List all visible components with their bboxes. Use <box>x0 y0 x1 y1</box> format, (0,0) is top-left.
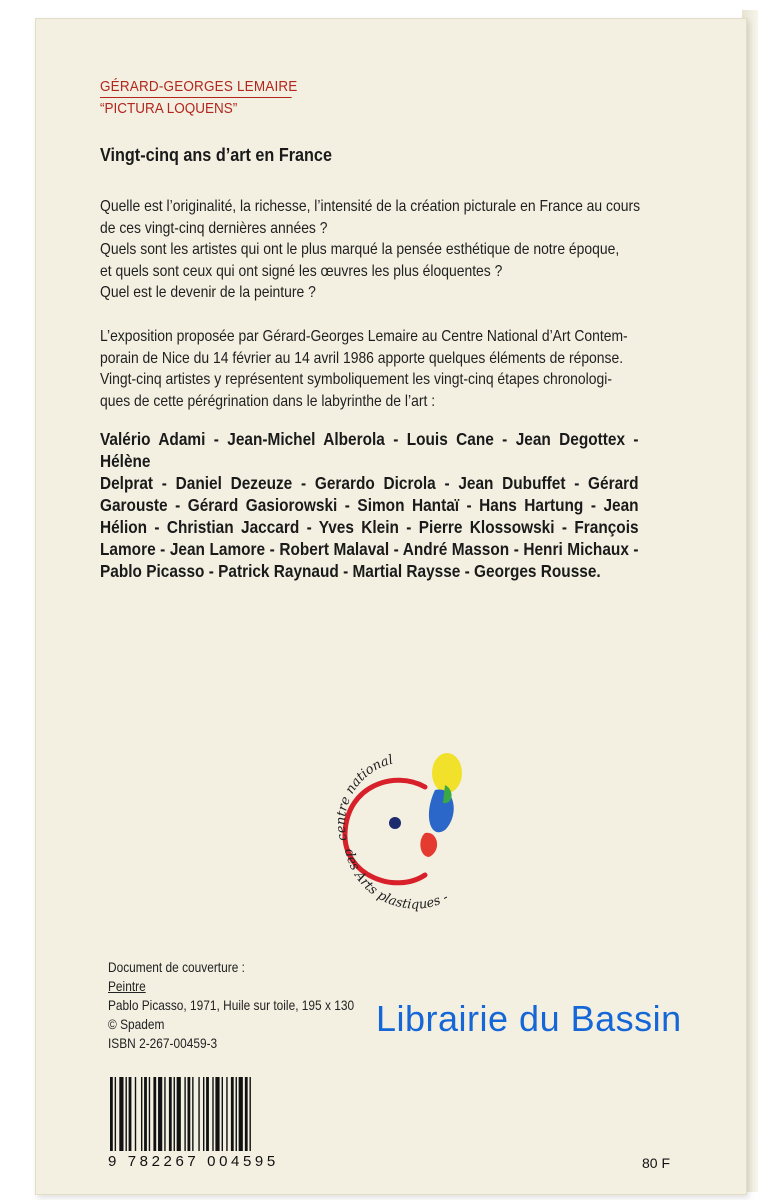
artists-line: Lamore - Jean Lamore - Robert Malaval - André Masson - Henri Michaux - <box>100 539 639 559</box>
artists-line: Valério Adami - Jean-Michel Alberola - Louis Cane - Jean Degottex - Hélène <box>100 429 639 471</box>
seller-watermark: Librairie du Bassin <box>376 998 682 1039</box>
barcode-bar <box>250 1077 251 1151</box>
barcode-bar <box>158 1077 162 1151</box>
logo-text-bottom: des Arts plastiques - <box>340 847 451 913</box>
barcode-bar <box>198 1077 199 1151</box>
book-title: Vingt-cinq ans d’art en France <box>100 145 332 165</box>
text-line: Vingt-cinq artistes y représentent symboliquement les vingt-cinq étapes chronologi- <box>100 371 612 388</box>
barcode-bar <box>184 1077 185 1151</box>
center-dot <box>389 817 401 829</box>
barcode-bar <box>215 1077 219 1151</box>
text-line: Quel est le devenir de la peinture ? <box>100 284 316 301</box>
credit-line: © Spadem <box>108 1016 165 1032</box>
barcode-bar <box>206 1077 209 1151</box>
logo-text-top: centre national <box>333 752 395 843</box>
cover-credits <box>108 958 354 1053</box>
price: 80 F <box>642 1155 671 1171</box>
barcode-bar <box>192 1077 193 1151</box>
barcode-bar <box>188 1077 191 1151</box>
intro-paragraph <box>100 196 674 304</box>
artists-line: Pablo Picasso - Patrick Raynaud - Martial Raysse - Georges Rousse. <box>100 561 601 581</box>
barcode-bar <box>135 1077 136 1151</box>
barcode-bar <box>119 1077 123 1151</box>
credit-line: Document de couverture : <box>108 959 245 975</box>
barcode-bar <box>245 1077 248 1151</box>
barcode-bar <box>144 1077 147 1151</box>
barcode-bar <box>226 1077 227 1151</box>
barcode-bar <box>177 1077 181 1151</box>
artists-line: Delprat - Daniel Dezeuze - Gerardo Dicrola - Jean Dubuffet - Gérard <box>100 473 639 493</box>
barcode <box>108 1077 308 1157</box>
text-line: Quelle est l’originalité, la richesse, l’intensité de la création picturale en France au cours <box>100 198 641 215</box>
barcode-bar <box>239 1077 243 1151</box>
series-name: “PICTURA LOQUENS” <box>100 100 238 117</box>
cnap-logo <box>325 745 495 915</box>
red-splash <box>420 833 437 857</box>
barcode-bar <box>149 1077 150 1151</box>
artists-line: Garouste - Gérard Gasiorowski - Simon Hantaï - Hans Hartung - Jean <box>100 495 639 515</box>
artists-line: Hélion - Christian Jaccard - Yves Klein - Pierre Klossowski - François <box>100 517 639 537</box>
text-line: ques de cette pérégrination dans le labyrinthe de l’art : <box>100 392 436 410</box>
text-line: porain de Nice du 14 février au 14 avril 1986 apporte quelques éléments de réponse. <box>100 349 624 367</box>
text-line: L’exposition proposée par Gérard-Georges Lemaire au Centre National d’Art Contem- <box>100 328 628 345</box>
barcode-bar <box>203 1077 204 1151</box>
credit-line: Peintre <box>108 978 146 994</box>
barcode-bar <box>141 1077 142 1151</box>
barcode-bar <box>164 1077 165 1151</box>
barcode-bar <box>110 1077 113 1151</box>
barcode-bar <box>115 1077 116 1151</box>
text-line: de ces vingt-cinq dernières années ? <box>100 219 328 237</box>
barcode-bar <box>169 1077 172 1151</box>
text-line: et quels sont ceux qui ont signé les œuvres les plus éloquentes ? <box>100 262 503 280</box>
barcode-bar <box>174 1077 175 1151</box>
text-line: Quels sont les artistes qui ont le plus marqué la pensée esthétique de notre époque, <box>100 241 620 258</box>
artists-list <box>100 428 639 582</box>
barcode-bar <box>231 1077 234 1151</box>
isbn: ISBN 2-267-00459-3 <box>108 1035 218 1051</box>
exhibition-paragraph <box>100 326 674 412</box>
barcode-bar <box>212 1077 213 1151</box>
barcode-number: 9 782267 004595 <box>108 1153 279 1170</box>
barcode-bar <box>222 1077 223 1151</box>
barcode-bar <box>129 1077 132 1151</box>
barcode-bar <box>153 1077 156 1151</box>
credit-line: Pablo Picasso, 1971, Huile sur toile, 195 x 130 <box>108 997 355 1013</box>
author-name: GÉRARD-GEORGES LEMAIRE <box>100 78 292 98</box>
barcode-bar <box>236 1077 237 1151</box>
barcode-bar <box>126 1077 127 1151</box>
